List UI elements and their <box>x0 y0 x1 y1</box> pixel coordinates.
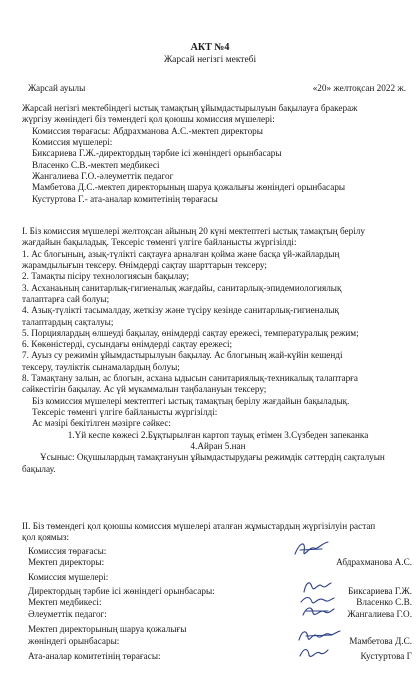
signature-row <box>28 546 412 557</box>
signature-row <box>28 597 412 608</box>
section-line: Тексеріс төменгі үлгіге байланысты жүргізілді: <box>32 407 218 417</box>
signature-row <box>28 572 412 583</box>
section-line: қол қоямыз: <box>22 532 70 543</box>
list-item: 3. Асханаьның санитарлық-гигиеналық жағдайы, санитарлық-эпидемиологиялық <box>22 282 342 293</box>
signature-role: Мектеп медбикесі: <box>28 597 102 607</box>
section-line: І. Біз комиссия мүшелері желтоқсан айының 20 күні мектептегі ыстық тамақтың берілу <box>22 226 365 236</box>
section-1 <box>22 226 414 475</box>
section-line: ІІ. Біз төмендегі қол қоюшы комиссия мүшелері аталған жұмыстардың жүргізілуін растап <box>22 521 376 531</box>
section-line: Біз комиссия мүшелері мектептегі ыстық тамақтың берілу жағдайын бақыладық. <box>32 395 350 406</box>
signature-role: Мектеп директорының шаруа қожалығы <box>28 624 187 634</box>
list-item-cont: талаптардың сақталуы; <box>22 316 114 327</box>
school-name: Жарсай негізгі мектебі <box>163 55 257 65</box>
signature-role: Ата-аналар комитетінің төрағасы: <box>28 651 161 661</box>
member-line: Комиссия мүшелері: <box>32 136 113 147</box>
signature-role: жөніндегі орынбасары: <box>28 636 120 646</box>
handwritten-signature <box>296 626 342 646</box>
signature-role: Комиссия төрағасы: <box>28 546 107 556</box>
signature-row <box>28 624 412 635</box>
list-item-cont: сәйкестігін бақылау. Ас үй мүкаммалын таңбалануын тексеру; <box>22 384 267 395</box>
signature-name: Жангалиева Г.О. <box>347 609 412 619</box>
signature-name: Власенко С.В. <box>356 597 412 607</box>
act-title: АКТ №4 <box>190 42 230 53</box>
list-item: 5. Порциялардың өлшеуді бақылау, өнімдерді сақтау ережесі, температуралық режим; <box>22 327 359 338</box>
handwritten-signature <box>296 644 330 662</box>
section-line: жағдайын бақыладық. Тексеріс төменгі үлгіге байланысты жүргізілді: <box>22 237 297 248</box>
signature-row <box>28 609 412 620</box>
section-2 <box>22 521 414 544</box>
list-item: 8. Тамақтану залын, ас блогын, асхана ыдысын санитариялық-техникалық талаптарға <box>22 373 359 384</box>
signature-row <box>28 651 412 662</box>
signature-name: Биксариева Г.Ж. <box>348 586 412 596</box>
signature-role: Мектеп директоры: <box>28 557 105 567</box>
signature-row <box>28 586 412 597</box>
member-line: Комиссия төрағасы: Абдрахманова А.С.-мектеп директоры <box>32 125 263 136</box>
list-item: 1. Ас блогының, азық-түлікті сақтауға арналған қойма және басқа үй-жайлардың <box>22 248 340 259</box>
handwritten-signature <box>300 603 336 619</box>
intro-line: Жарсай негізгі мектебіндегі ыстық тамақтың ұйымдастырылуын бақылауға бракераж <box>22 103 358 113</box>
signature-role: Әлеуметтік педагог: <box>28 609 107 619</box>
signature-name: Кустуртова Г <box>360 651 412 661</box>
intro-block <box>22 103 414 205</box>
list-item: 2. Тамақты пісіру технологиясын бақылау; <box>22 271 190 282</box>
menu-items: 1.Үй кеспе көжесі 2.Бұқтырылған картоп тауық етімен 3.Сүзбеден запеканка <box>67 429 369 440</box>
member-line: Кустуртова Г.- ата-аналар комитетінің төрағасы <box>32 193 218 204</box>
list-item-cont: тексеру, тәуліктік сынамалардың болуы; <box>22 361 180 372</box>
signature-role: Директордың тәрбие ісі жөніндегі орынбасары: <box>28 586 215 596</box>
recommendation-cont: бақылау. <box>22 463 56 474</box>
signature-row <box>28 557 412 568</box>
member-line: Биксариева Г.Ж.-директордың тәрбие ісі жөніндегі орынбасары <box>32 148 282 159</box>
menu-heading: Ас мәзірі бекітілген мәзірге сәйкес: <box>32 418 171 429</box>
list-item-cont: жарамдылығын тексеру. Өнімдерді сақтау шарттарын тексеру; <box>22 259 267 270</box>
act-date: «20» желтоқсан 2022 ж. <box>312 83 406 93</box>
menu-items: 4.Айран 5.нан <box>190 440 246 451</box>
signature-name: Абдрахманова А.С. <box>336 557 412 567</box>
signature-row <box>28 636 412 647</box>
member-line: Жангалиева Г.О.-әлеуметтік педагог <box>32 170 174 181</box>
list-item: 6. Көкөністерді, сусындағы өнімдерді сақтау ережесі; <box>22 339 233 350</box>
intro-line: жүргізу жөніндегі біз төмендегі қол қоюшы комиссия мүшелері: <box>22 114 275 125</box>
recommendation: Ұсыныс: Оқушылардың тамақтануын ұйымдастырудағы режимдік сәттердің сақталуын <box>40 452 385 463</box>
place-label: Жарсай ауылы <box>28 83 86 93</box>
list-item-cont: талаптарға сай болуы; <box>22 293 110 304</box>
member-line: Власенко С.В.-мектеп медбикесі <box>32 159 160 170</box>
signature-name: Мамбетова Д.С. <box>349 636 412 646</box>
handwritten-signature <box>292 538 332 560</box>
member-line: Мамбетова Д.С.-мектеп директорының шаруа қожалығы жөніндегі орынбасары <box>32 182 346 193</box>
signature-role: Комиссия мүшелері: <box>28 572 109 582</box>
list-item: 7. Ауыз су режимін ұйымдастырылуын бақылау. Ас блогының жай-күйін кешенді <box>22 350 343 361</box>
list-item: 4. Азық-түлікті тасымалдау, жеткізу және түсіру кезінде санитарлық-гигиеналық <box>22 305 339 316</box>
